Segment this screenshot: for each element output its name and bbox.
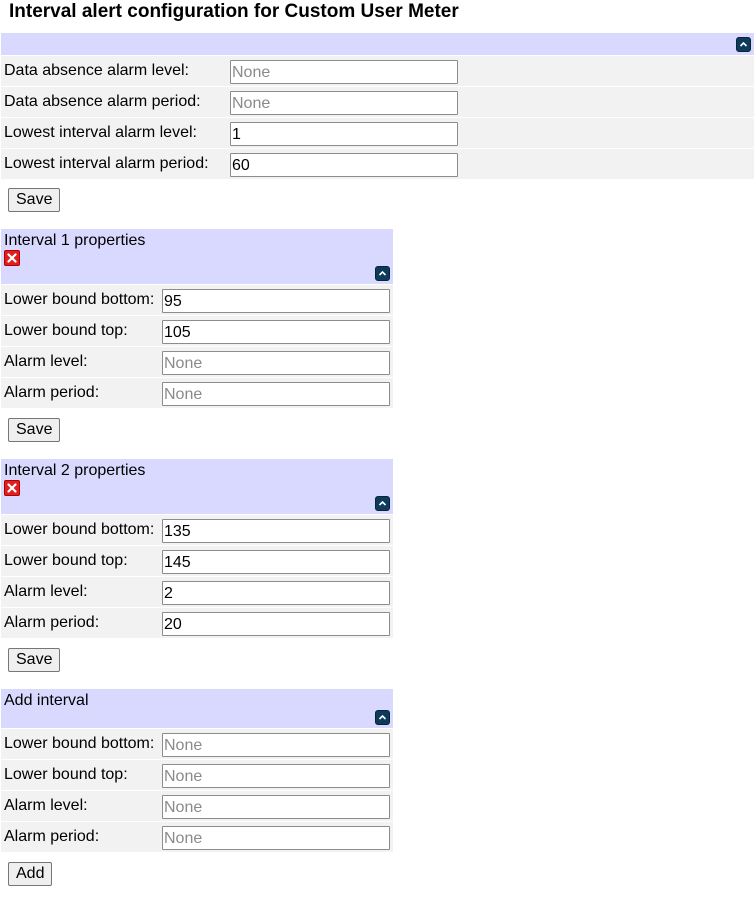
alarm-period-input[interactable]: [162, 826, 390, 850]
field-label: Alarm period:: [4, 384, 100, 401]
add-interval-header: [1, 689, 393, 728]
field-label: Lower bound top:: [4, 552, 128, 569]
form-row: [1, 791, 393, 821]
alarm-level-input[interactable]: [162, 351, 390, 375]
interval-1-panel: [1, 229, 393, 408]
alarm-period-input[interactable]: [162, 612, 390, 636]
form-row: [1, 515, 393, 545]
lower-bound-top-input[interactable]: [162, 764, 390, 788]
save-general-button[interactable]: Save: [8, 188, 60, 212]
lower-bound-bottom-input[interactable]: [162, 519, 390, 543]
data-absence-alarm-level-input[interactable]: [230, 60, 458, 84]
form-row: [1, 378, 393, 408]
form-row: [1, 347, 393, 377]
lowest-interval-alarm-level-input[interactable]: [230, 122, 458, 146]
form-row: [1, 729, 393, 759]
form-row: [1, 760, 393, 790]
field-label: Lowest interval alarm level:: [4, 124, 197, 141]
general-alarm-panel: [1, 33, 754, 179]
interval-1-title: Interval 1 properties: [4, 232, 146, 249]
field-label: Data absence alarm level:: [4, 62, 189, 79]
field-label: Lower bound top:: [4, 322, 128, 339]
form-row: [1, 316, 393, 346]
interval-2-header: [1, 459, 393, 514]
field-label: Alarm level:: [4, 797, 88, 814]
form-row: [1, 608, 393, 638]
field-label: Alarm level:: [4, 353, 88, 370]
page-title: Interval alert configuration for Custom User Meter: [9, 1, 459, 22]
add-interval-title: Add interval: [4, 692, 89, 709]
form-row: [1, 118, 754, 148]
field-label: Alarm level:: [4, 583, 88, 600]
lower-bound-top-input[interactable]: [162, 550, 390, 574]
field-label: Lower bound bottom:: [4, 291, 155, 308]
add-interval-panel: [1, 689, 393, 852]
close-icon[interactable]: [4, 250, 20, 266]
interval-1-header: [1, 229, 393, 284]
general-panel-header: [1, 33, 754, 55]
field-label: Lowest interval alarm period:: [4, 155, 209, 172]
chevron-up-icon[interactable]: [736, 37, 751, 52]
field-label: Alarm period:: [4, 828, 100, 845]
chevron-up-icon[interactable]: [375, 496, 390, 511]
chevron-up-icon[interactable]: [375, 710, 390, 725]
save-interval-1-button[interactable]: Save: [8, 418, 60, 442]
field-label: Lower bound bottom:: [4, 735, 155, 752]
lowest-interval-alarm-period-input[interactable]: [230, 153, 458, 177]
add-interval-button[interactable]: Add: [8, 862, 52, 886]
form-row: [1, 546, 393, 576]
form-row: [1, 577, 393, 607]
lower-bound-bottom-input[interactable]: [162, 733, 390, 757]
save-interval-2-button[interactable]: Save: [8, 648, 60, 672]
chevron-up-icon[interactable]: [375, 266, 390, 281]
alarm-level-input[interactable]: [162, 581, 390, 605]
field-label: Lower bound top:: [4, 766, 128, 783]
alarm-period-input[interactable]: [162, 382, 390, 406]
form-row: [1, 149, 754, 179]
form-row: [1, 822, 393, 852]
data-absence-alarm-period-input[interactable]: [230, 91, 458, 115]
form-row: [1, 87, 754, 117]
field-label: Lower bound bottom:: [4, 521, 155, 538]
form-row: [1, 56, 754, 86]
close-icon[interactable]: [4, 480, 20, 496]
interval-2-title: Interval 2 properties: [4, 462, 146, 479]
interval-2-panel: [1, 459, 393, 638]
field-label: Data absence alarm period:: [4, 93, 201, 110]
lower-bound-top-input[interactable]: [162, 320, 390, 344]
field-label: Alarm period:: [4, 614, 100, 631]
form-row: [1, 285, 393, 315]
lower-bound-bottom-input[interactable]: [162, 289, 390, 313]
alarm-level-input[interactable]: [162, 795, 390, 819]
